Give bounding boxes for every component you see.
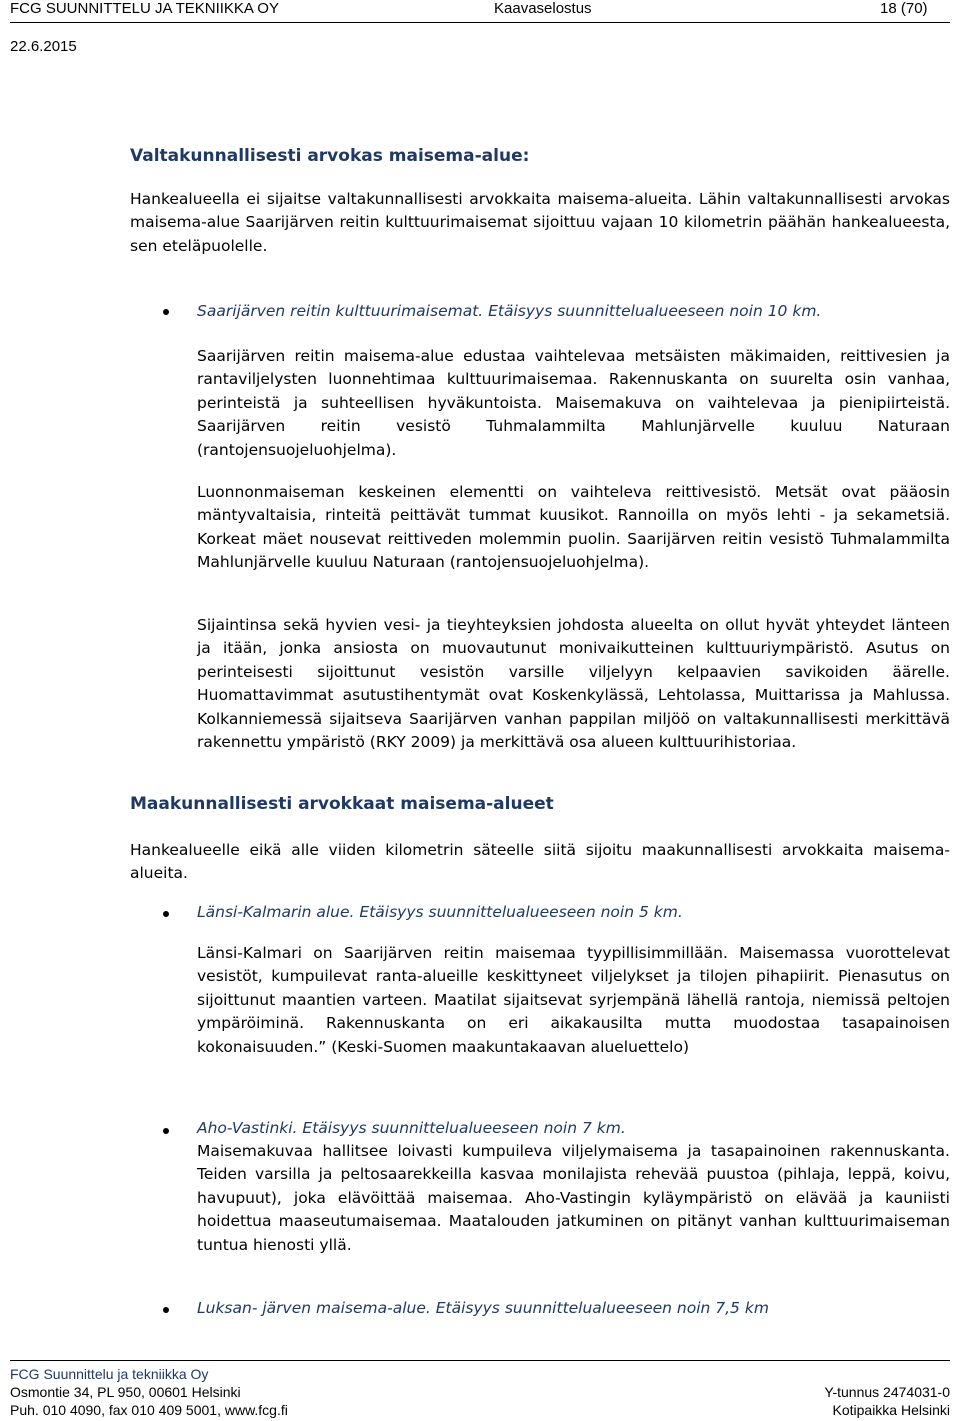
paragraph-saarijarvi-3: Sijaintinsa sekä hyvien vesi- ja tieyhteyksien johdosta alueelta on ollut hyvät yhteydet länteen ja itään, jonka ansiosta on muovautunut monivaikutteinen kulttuuriympäristö. Asutus on perinteisesti sijoittunut vesistön varsille viljelyyn kelpaavien savikoiden äärelle. Huomattavimmat asutustihentymät ovat Koskenkylässä, Lehtolassa, Muittarissa ja Mahlussa. Kolkanniemessä sijaitseva Saarijärven vanhan pappilan miljöö on valtakunnallisesti merkittävä rakennettu ympäristö (RKY 2009) ja merkittävä osa alueen kulttuurihistoriaa.	[197, 616, 950, 752]
footer-contact: Puh. 010 4090, fax 010 409 5001, www.fcg.fi	[10, 1402, 288, 1418]
bullet-marker	[163, 1307, 169, 1313]
paragraph-regional-intro: Hankealueelle eikä alle viiden kilometrin säteelle siitä sijoitu maakunnallisesti arvokkaita maisema-alueita.	[130, 841, 950, 883]
section-heading-national: Valtakunnallisesti arvokas maisema-alue:	[130, 146, 530, 166]
bullet-title-lansi-kalmari: Länsi-Kalmarin alue. Etäisyys suunnittelualueeseen noin 5 km.	[197, 903, 683, 921]
section-heading-regional: Maakunnallisesti arvokkaat maisema-alueet	[130, 794, 554, 814]
bullet-title-aho-vastinki: Aho-Vastinki. Etäisyys suunnittelualueeseen noin 7 km.	[197, 1119, 626, 1137]
header-doc-type: Kaavaselostus	[494, 0, 592, 17]
bullet-marker	[163, 911, 169, 917]
paragraph-saarijarvi-2: Luonnonmaiseman keskeinen elementti on vaihteleva reittivesistö. Metsät ovat pääosin mäntyvaltaisia, rinteitä peittävät tummat kuusikot. Rannoilla on myös lehti - ja sekametsiä. Korkeat mäet nousevat reittiveden molemmin puolin. Saarijärven reitin vesistö Tuhmalammilta Mahlunjärvelle kuuluu Naturaan (rantojensuojeluohjelma).	[197, 483, 950, 572]
header-page-number: 18 (70)	[880, 0, 928, 17]
header-divider	[10, 22, 950, 23]
header-date: 22.6.2015	[10, 38, 77, 55]
footer-business-id: Y-tunnus 2474031-0	[824, 1384, 950, 1400]
paragraph-aho-vastinki: Maisemakuvaa hallitsee loivasti kumpuileva viljelymaisema ja tasapainoinen rakennuskanta. Teiden varsilla ja peltosaarekkeilla kasvaa monilajista rehevää puustoa (pihlaja, leppä, koivu, havupuut), joka elävöittää maisemaa. Aho-Vastingin kyläympäristö on elävää ja kauniisti hoidettua maaseutumaisemaa. Maatalouden jatkuminen on pitänyt vanhan kulttuurimaiseman tuntua hienosti yllä.	[197, 1142, 950, 1254]
paragraph-national-intro: Hankealueella ei sijaitse valtakunnallisesti arvokkaita maisema-alueita. Lähin valtakunnallisesti arvokas maisema-alue Saarijärven reitin kulttuurimaisemat sijoittuu vajaan 10 kilometrin päähän hankealueesta, sen eteläpuolelle.	[130, 190, 950, 255]
footer-company: FCG Suunnittelu ja tekniikka Oy	[10, 1366, 209, 1382]
bullet-marker	[163, 1128, 169, 1134]
paragraph-saarijarvi-1: Saarijärven reitin maisema-alue edustaa vaihtelevaa metsäisten mäkimaiden, reittivesien ja rantaviljelysten luonnehtimaa kulttuurimaisemaa. Rakennuskanta on suurelta osin vanhaa, perinteistä ja suhteellisen hyväkuntoista. Maisemakuva on vaihtelevaa ja pienipiirteistä. Saarijärven reitin vesistö Tuhmalammilta Mahlunjärvelle kuuluu Naturaan (rantojensuojeluohjelma).	[197, 347, 950, 459]
bullet-title-luksanjarvi: Luksan- järven maisema-alue. Etäisyys suunnittelualueeseen noin 7,5 km	[197, 1299, 769, 1317]
paragraph-lansi-kalmari: Länsi-Kalmari on Saarijärven reitin maisemaa tyypillisimmillään. Maisemassa vuorottelevat vesistöt, kumpuilevat ranta-alueille keskittyneet viljelykset ja tilojen pihapiirit. Pienasutus on sijoittunut maantien varteen. Maatilat sijaitsevat syrjempänä lähellä rantoja, niemissä peltojen ympäröiminä. Rakennuskanta on eri aikakausilta mutta muodostaa tasapainoisen kokonaisuuden.” (Keski-Suomen maakuntakaavan alueluettelo)	[197, 944, 950, 1056]
bullet-title-saarijarvi: Saarijärven reitin kulttuurimaisemat. Etäisyys suunnittelualueeseen noin 10 km.	[197, 302, 822, 320]
footer-address: Osmontie 34, PL 950, 00601 Helsinki	[10, 1384, 241, 1400]
bullet-marker	[163, 309, 169, 315]
footer-domicile: Kotipaikka Helsinki	[832, 1402, 950, 1418]
header-company: FCG SUUNNITTELU JA TEKNIIKKA OY	[10, 0, 279, 17]
footer-divider	[10, 1360, 950, 1361]
page-header	[0, 0, 960, 60]
